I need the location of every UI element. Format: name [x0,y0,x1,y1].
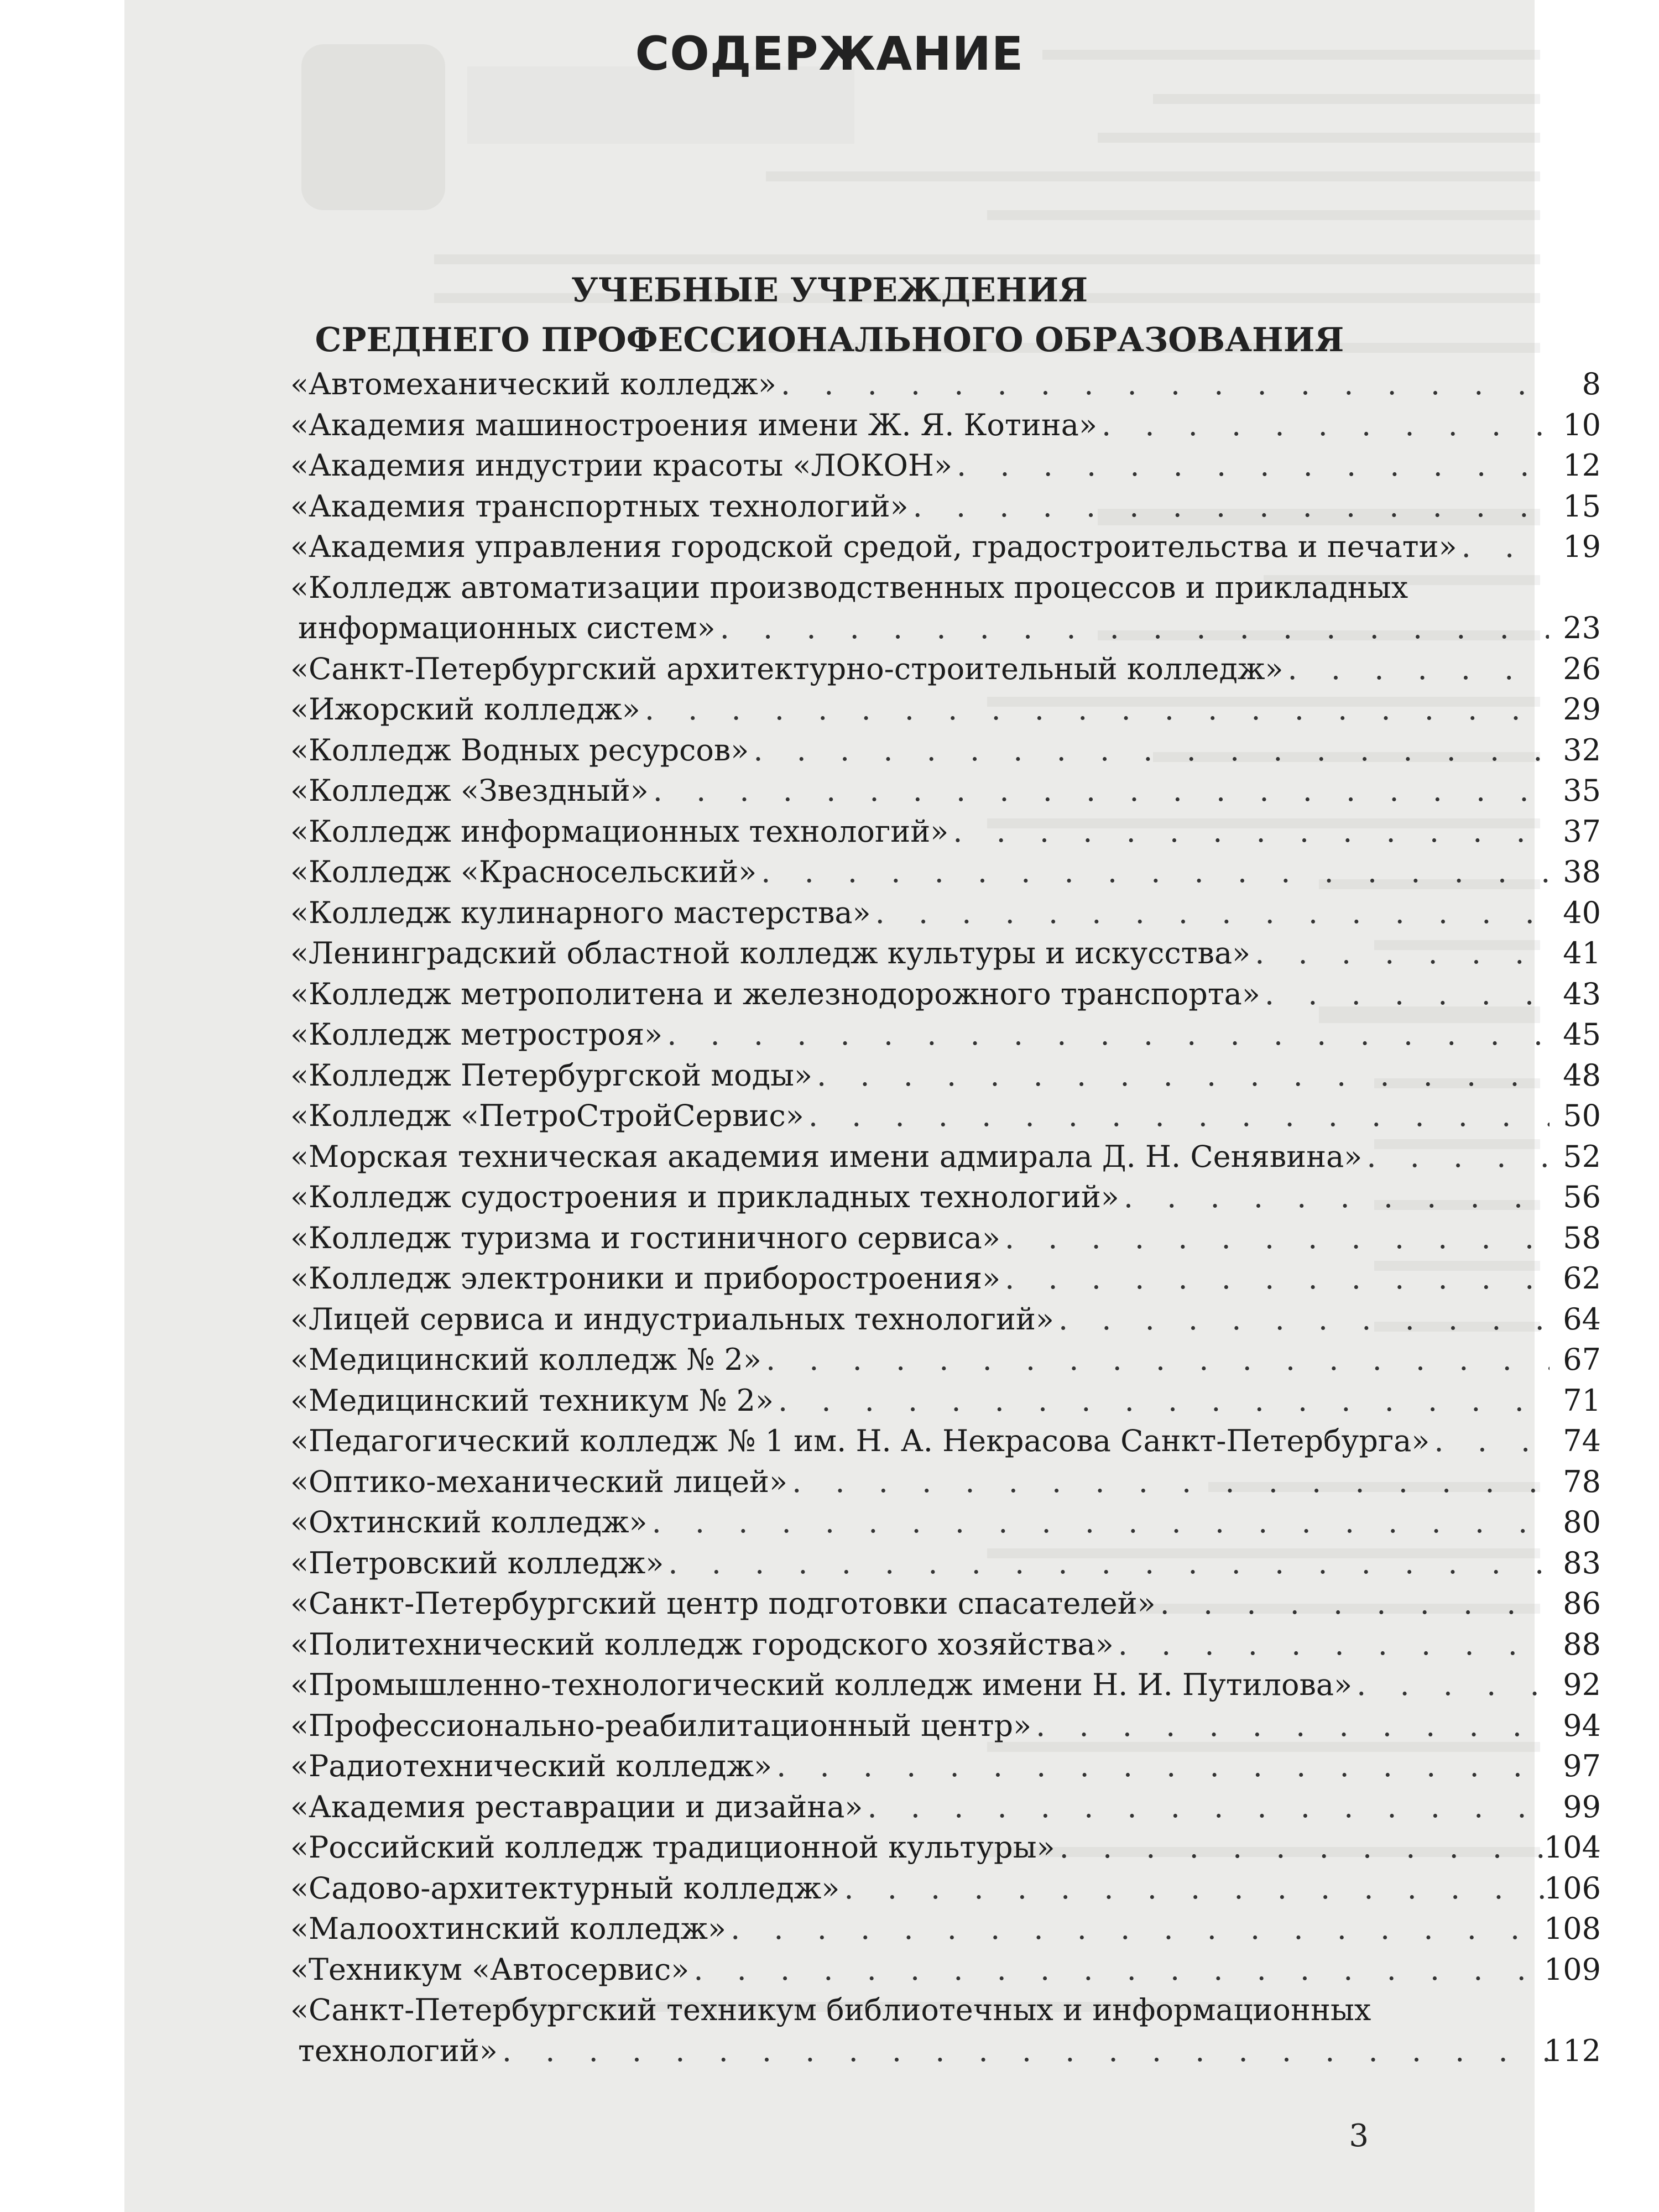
toc-entry-title: «Педагогический колледж № 1 им. Н. А. Некрасова Санкт-Петербурга» [290,1423,1430,1458]
toc-entry-page: 29 [1563,692,1601,727]
toc-entry-page: 112 [1543,2033,1601,2068]
toc-entry-title: «Колледж Водных ресурсов» [290,732,749,768]
table-of-contents [290,364,1601,2071]
toc-entry-title: «Оптико-механический лицей» [290,1464,788,1499]
toc-entry [290,852,1601,893]
toc-entry-page: 92 [1563,1667,1601,1702]
dot-leader [1036,1705,1550,1746]
dot-leader [731,1908,1550,1949]
toc-entry [290,1136,1601,1177]
toc-entry [290,1787,1601,1828]
toc-entry-title: «Российский колледж традиционной культуры» [290,1830,1055,1865]
toc-entry-title: «Колледж метрополитена и железнодорожного транспорта» [290,976,1260,1011]
toc-entry [290,974,1601,1015]
toc-entry-title: «Санкт-Петербургский центр подготовки спасателей» [290,1586,1156,1621]
toc-entry-page: 80 [1563,1505,1601,1540]
toc-entry [290,1258,1601,1299]
toc-entry-page: 106 [1543,1870,1601,1906]
toc-entry [290,1868,1601,1909]
toc-entry [290,1339,1601,1380]
toc-entry-page: 94 [1563,1708,1601,1743]
toc-entry-page: 41 [1563,936,1601,971]
toc-entry [290,1218,1601,1259]
toc-entry-title: «Академия индустрии красоты «ЛОКОН» [290,448,952,483]
toc-entry-page: 58 [1563,1220,1601,1255]
toc-entry-title-continued: технологий» [298,2033,498,2068]
toc-entry [290,893,1601,933]
dot-leader [1434,1421,1550,1462]
toc-entry-title: «Профессионально-реабилитационный центр» [290,1708,1032,1743]
toc-entry [290,1380,1601,1421]
dot-leader [1366,1136,1550,1177]
toc-entry-page: 74 [1563,1423,1601,1458]
dot-leader [817,1055,1550,1096]
dot-leader [1118,1624,1550,1665]
dot-leader [1288,649,1550,690]
toc-entry-page: 83 [1563,1545,1601,1580]
toc-entry-title: «Колледж «Красносельский» [290,854,757,889]
dot-leader [1255,933,1550,974]
toc-entry-page: 35 [1563,773,1601,808]
dot-leader [693,1949,1550,1990]
toc-entry [290,1177,1601,1218]
toc-entry [290,649,1601,690]
toc-entry-page: 67 [1563,1342,1601,1377]
dot-leader [867,1787,1550,1828]
toc-entry [290,1990,1601,2071]
dot-leader [776,1746,1550,1787]
toc-entry-title: «Колледж метростроя» [290,1017,663,1052]
dot-leader [1265,974,1550,1015]
toc-entry-title: «Малоохтинский колледж» [290,1911,727,1946]
toc-entry-title-continued: информационных систем» [298,611,716,645]
contents-heading: СОДЕРЖАНИЕ [635,27,1024,81]
dot-leader [667,1014,1550,1055]
toc-entry [290,1543,1601,1584]
toc-entry-page: 10 [1563,407,1601,442]
toc-entry [290,1665,1601,1705]
toc-entry-page: 38 [1563,854,1601,889]
toc-entry-title: «Морская техническая академия имени адмирала Д. Н. Сенявина» [290,1139,1363,1174]
toc-entry [290,1705,1601,1746]
dot-leader [1005,1258,1550,1299]
toc-entry [290,1014,1601,1055]
toc-entry-page: 108 [1543,1911,1601,1946]
toc-entry-title: «Политехнический колледж городского хозяйства» [290,1626,1114,1662]
dot-leader [957,445,1550,486]
toc-entry-page: 109 [1543,1952,1601,1987]
toc-entry-title: «Автомеханический колледж» [290,367,776,401]
toc-entry-page: 86 [1563,1586,1601,1621]
dot-leader [1357,1665,1550,1705]
toc-entry-title: «Колледж автоматизации производственных процессов и прикладных [290,570,1408,605]
toc-entry-title: «Садово-архитектурный колледж» [290,1870,840,1906]
toc-entry-page: 32 [1563,732,1601,768]
toc-entry [290,1299,1601,1340]
toc-entry-title: «Колледж кулинарного мастерства» [290,895,871,930]
toc-entry-title: «Лицей сервиса и индустриальных технологий» [290,1301,1054,1337]
book-page [124,0,1601,2212]
dot-leader [844,1868,1550,1909]
toc-entry-page: 56 [1563,1180,1601,1214]
toc-entry [290,405,1601,446]
toc-entry-page: 15 [1563,488,1601,524]
toc-entry [290,1949,1601,1990]
toc-entry [290,1624,1601,1665]
toc-entry-page: 45 [1563,1017,1601,1052]
toc-entry-title: «Санкт-Петербургский архитектурно-строительный колледж» [290,651,1284,686]
toc-entry-page: 78 [1563,1464,1601,1499]
toc-entry [290,1827,1601,1868]
toc-entry-page: 48 [1563,1057,1601,1093]
toc-entry [290,689,1601,730]
dot-leader [668,1543,1550,1584]
toc-entry-page: 23 [1563,611,1601,645]
toc-entry-page: 97 [1563,1749,1601,1783]
toc-entry-title: «Колледж информационных технологий» [290,813,949,849]
toc-entry [290,445,1601,486]
toc-entry-title: «Колледж туризма и гостиничного сервиса» [290,1220,1000,1255]
dot-leader [875,893,1550,933]
toc-entry [290,1908,1601,1949]
toc-entry [290,364,1601,405]
toc-entry-page: 99 [1563,1789,1601,1824]
toc-entry-page: 64 [1563,1301,1601,1337]
toc-entry-title: «Охтинский колледж» [290,1505,648,1540]
toc-entry-page: 19 [1563,529,1601,564]
toc-entry-title: «Колледж Петербургской моды» [290,1057,813,1093]
dot-leader [781,364,1550,405]
dot-leader [808,1095,1550,1136]
toc-entry-page: 104 [1543,1830,1601,1865]
toc-entry-page: 40 [1563,895,1601,930]
toc-entry [290,1746,1601,1787]
toc-entry-title: «Ижорский колледж» [290,692,640,727]
toc-entry-page: 26 [1563,651,1601,686]
toc-entry-title: «Академия реставрации и дизайна» [290,1789,863,1824]
dot-leader [792,1462,1550,1503]
toc-entry [290,1462,1601,1503]
dot-leader [1462,526,1550,567]
toc-entry-title: «Академия машиностроения имени Ж. Я. Котина» [290,407,1098,442]
section-title-line-1: УЧЕБНЫЕ УЧРЕЖДЕНИЯ [571,271,1088,310]
dot-leader [645,689,1550,730]
toc-entry-title: «Колледж судостроения и прикладных технологий» [290,1180,1119,1214]
dot-leader [766,1339,1550,1380]
dot-leader [1005,1218,1550,1259]
toc-entry-title: «Колледж «Звездный» [290,773,649,808]
dot-leader [720,608,1549,649]
toc-entry [290,1502,1601,1543]
toc-entry-page: 52 [1563,1139,1601,1174]
toc-entry [290,811,1601,852]
dot-leader [1102,405,1550,446]
dot-leader [502,2031,1549,2072]
toc-entry [290,933,1601,974]
toc-entry-title: «Академия управления городской средой, градостроительства и печати» [290,529,1457,564]
dot-leader [753,730,1550,771]
toc-entry-title: «Санкт-Петербургский техникум библиотечных и информационных [290,1992,1371,2027]
dot-leader [653,770,1550,811]
toc-entry [290,567,1601,649]
toc-entry [290,526,1601,567]
dot-leader [1060,1827,1550,1868]
dot-leader [778,1380,1550,1421]
toc-entry-page: 8 [1582,367,1601,401]
toc-entry-page: 43 [1563,976,1601,1011]
dot-leader [913,486,1550,527]
dot-leader [1160,1583,1550,1624]
toc-entry-title: «Медицинский колледж № 2» [290,1342,761,1377]
toc-entry-title: «Ленинградский областной колледж культуры и искусства» [290,936,1251,971]
dot-leader [953,811,1550,852]
toc-entry-title: «Техникум «Автосервис» [290,1952,690,1987]
dot-leader [652,1502,1550,1543]
toc-entry-page: 37 [1563,813,1601,849]
toc-entry [290,1095,1601,1136]
toc-entry [290,1055,1601,1096]
toc-entry [290,486,1601,527]
toc-entry-page: 62 [1563,1261,1601,1296]
dot-leader [1058,1299,1550,1340]
toc-entry-title: «Академия транспортных технологий» [290,488,909,524]
toc-entry-page: 12 [1563,448,1601,483]
dot-leader [761,852,1550,893]
toc-entry [290,1421,1601,1462]
toc-entry-page: 71 [1563,1383,1601,1418]
toc-entry-title: «Колледж электроники и приборостроения» [290,1261,1001,1296]
toc-entry-page: 50 [1563,1098,1601,1133]
dot-leader [1124,1177,1550,1218]
toc-entry-title: «Петровский колледж» [290,1545,664,1580]
toc-entry-page: 88 [1563,1626,1601,1662]
toc-entry-title: «Колледж «ПетроСтройСервис» [290,1098,804,1133]
section-title-line-2: СРЕДНЕГО ПРОФЕССИОНАЛЬНОГО ОБРАЗОВАНИЯ [315,321,1344,359]
toc-entry-title: «Радиотехнический колледж» [290,1749,773,1783]
toc-entry [290,1583,1601,1624]
toc-entry-title: «Промышленно-технологический колледж имени Н. И. Путилова» [290,1667,1353,1702]
toc-entry [290,730,1601,771]
page-number: 3 [1349,2118,1369,2154]
toc-entry-title: «Медицинский техникум № 2» [290,1383,774,1418]
toc-entry [290,770,1601,811]
